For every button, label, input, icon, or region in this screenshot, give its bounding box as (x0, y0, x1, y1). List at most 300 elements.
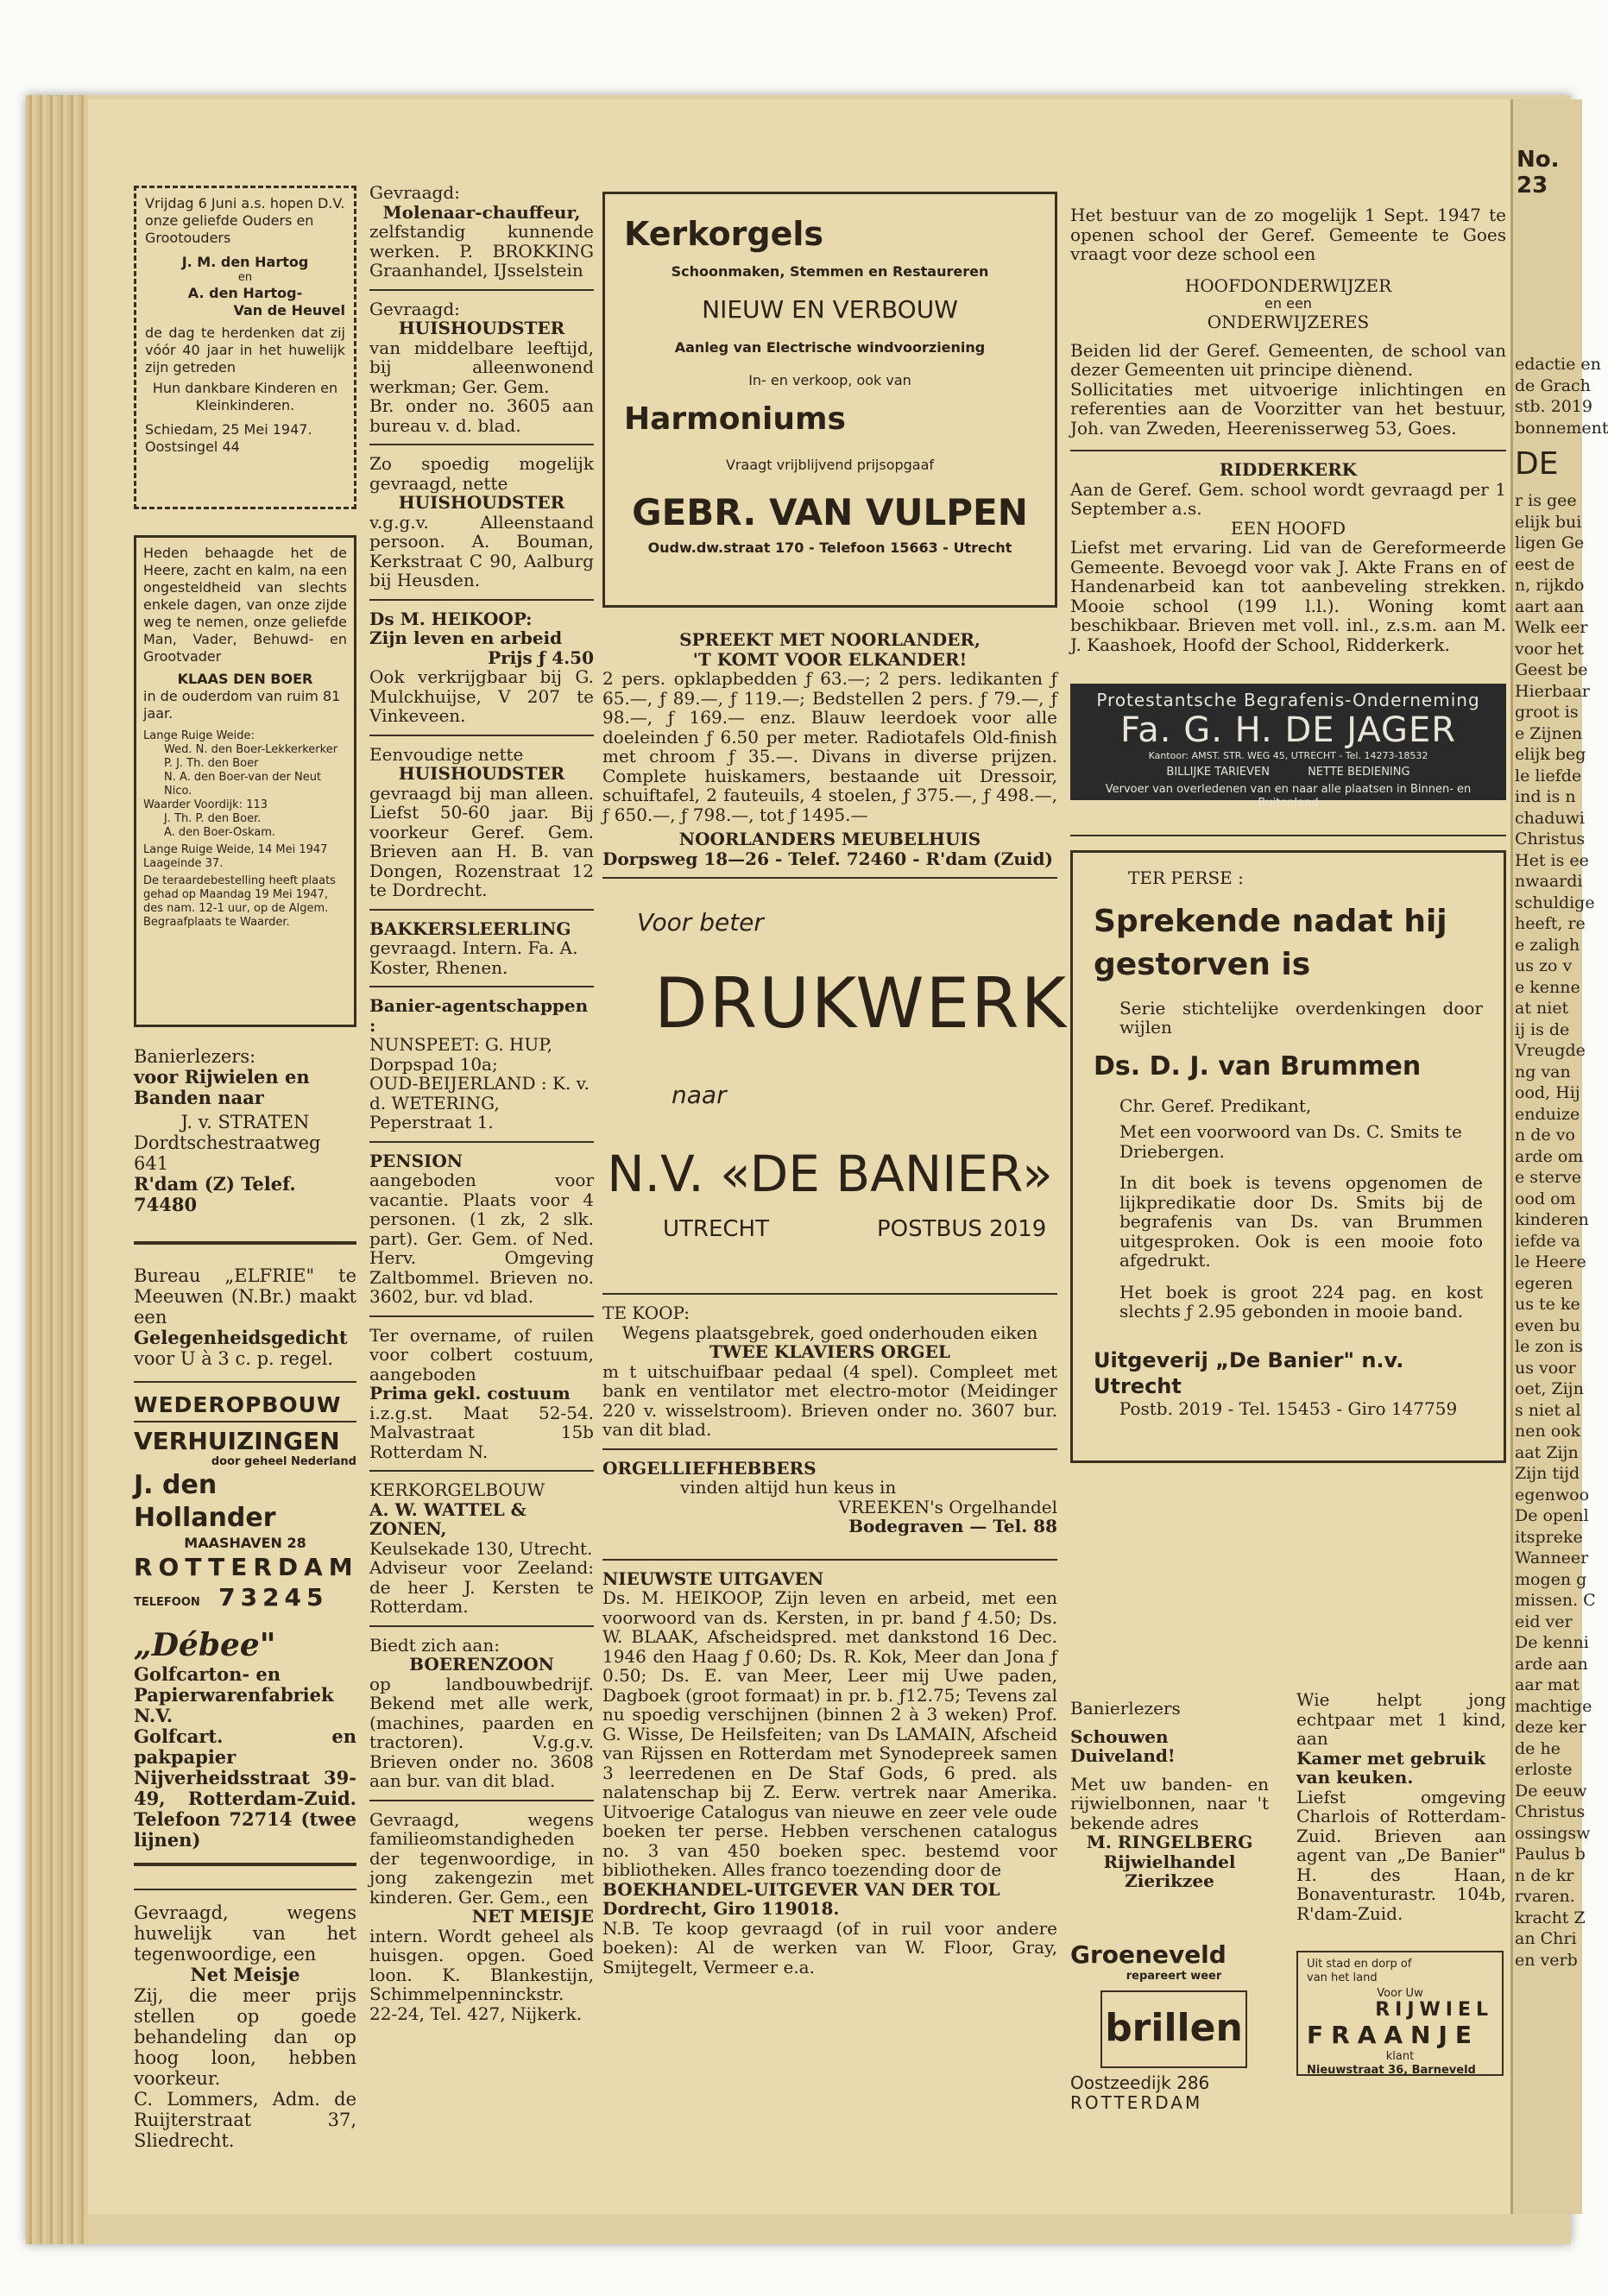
adjacent-text-line: even bu (1515, 1315, 1580, 1335)
divider (369, 735, 594, 736)
adjacent-text-line: groot is (1515, 703, 1579, 722)
ad-text: gevraagd. Intern. Fa. A. Koster, Rhenen. (369, 937, 578, 978)
ad-text: voor Rijwielen en Banden naar (134, 1066, 310, 1108)
ad-text: Serie stichtelijke overdenkingen door wijlen (1119, 997, 1483, 1038)
divider (369, 599, 594, 601)
adjacent-text-line: egeren (1515, 1273, 1573, 1293)
ad-text: klant (1385, 2049, 1415, 2063)
ad-text: zelfstandig kunnende werken. P. BROKKING Graanhandel, IJsselstein (369, 221, 594, 281)
notice-text: de dag te herdenken dat zij vóór 40 jaar in het huwelijk zijn getreden (145, 325, 345, 375)
ad-text: Liefst omgeving Charlois of Rotterdam-Zuid. Brieven aan agent van „De Banier" H. des Haan, Bonaventurastr. 104b, R'dam-Zuid. (1296, 1786, 1506, 1924)
adjacent-text-line: voor het (1515, 639, 1584, 659)
ad-text: aangeboden voor vacantie. Plaats voor 4 personen. (1 zk, 2 slk. part). Ger. Gem. of Ned. Herv. Omgeving Zaltbommel. Brieven no. 3602, bur. vd blad. (369, 1170, 594, 1307)
company-name: VREEKEN's Orgelhandel (838, 1496, 1057, 1517)
anniversary-notice (134, 186, 356, 509)
mourner: Nico. (164, 785, 192, 798)
groeneveld-ad (1070, 1940, 1277, 2112)
adjacent-text-line: e Zijnen (1515, 723, 1583, 743)
ad-title: Molenaar-chauffeur, (382, 201, 581, 223)
adjacent-text-line: kracht Z (1515, 1908, 1586, 1927)
ad-title: SPREEKT MET NOORLANDER, (679, 629, 981, 650)
ad-address: C. Lommers, Adm. de Ruijterstraat 37, Sliedrecht. (134, 2089, 356, 2151)
ad-text: 2 pers. opklapbedden ƒ 63.—; 2 pers. ledikanten ƒ 65.—, ƒ 89.—, ƒ 119.—; Bedstellen 2 pers. ƒ 79.—, ƒ 98.—, ƒ 169.— enz. Blauw leerdoek voor alle doeleinden ƒ 6.50 per meter. Radiotafels Old-finish met chroom ƒ 35.—. Divans in diverse prijzen. Complete huiskamers, bestaande uit Dressoir, schuiftafel, 2 fauteuils, 4 stoelen, ƒ 375.—, ƒ 498.—, ƒ 650.—, ƒ 798.—, tot ƒ 1495.— (602, 668, 1057, 825)
ad-text: Bureau „ELFRIE" te Meeuwen (N.Br.) maakt een (134, 1265, 356, 1328)
divider (369, 909, 594, 911)
adjacent-text-line: elijk beg (1515, 745, 1586, 764)
netmeisje-ad (369, 1810, 594, 2024)
company-name: NOORLANDERS MEUBELHUIS (678, 829, 981, 849)
divider (602, 1293, 1057, 1295)
divider (602, 1559, 1057, 1561)
divider (369, 289, 594, 291)
ad-text: Ter overname, of ruilen voor colbert costuum, aangeboden (369, 1324, 594, 1385)
ad-text: OUD-BEIJERLAND : K. v. d. WETERING, Peperstraat 1. (369, 1073, 590, 1132)
phone-number: 73245 (218, 1583, 329, 1612)
column-4 (1070, 205, 1506, 2113)
divider (1070, 450, 1506, 451)
divider (369, 1625, 594, 1627)
ad-text: Aanleg van Electrische windvoorziening (674, 339, 986, 356)
notice-text: in de ouderdom van ruim 81 jaar. (143, 688, 341, 722)
ad-text: N.B. Te koop gevraagd (of in ruil voor andere boeken): Al de werken van W. Floor, Gray, Smijtegelt, Vermeer e.a. (602, 1917, 1057, 1977)
adjacent-text-line: eest de (1515, 554, 1575, 574)
divider (134, 1889, 356, 1890)
adjacent-text-line: De eeuw (1515, 1781, 1587, 1801)
adjacent-text-line: n de vo (1515, 1126, 1575, 1145)
adjacent-text-line: us te ke (1515, 1295, 1580, 1314)
ad-text: Beiden lid der Geref. Gemeenten, de school van dezer Gemeenten uit principe diènend. (1070, 339, 1506, 380)
ad-title: Net Meisje (190, 1964, 300, 1985)
ad-heading: RIJWIEL (1375, 1999, 1493, 2021)
kerkorgels-ad (602, 192, 1057, 608)
adjacent-text-line: De kenni (1515, 1633, 1589, 1652)
ad-text: NUNSPEET: G. HUP, Dorpspad 10a; (369, 1034, 552, 1075)
company-name: FRAANJE (1307, 2020, 1480, 2049)
ad-title: ONDERWIJZERES (1207, 312, 1370, 332)
ad-text: TER PERSE : (1128, 867, 1244, 888)
ad-address: Dordtschestraatweg 641 (134, 1132, 321, 1174)
ad-text: Banierlezers (1070, 1698, 1181, 1719)
ad-text: Voor beter (637, 908, 764, 937)
adjacent-text-line: e kenne (1515, 977, 1580, 997)
uitgaven-ad (602, 1569, 1057, 1977)
divider (369, 1315, 594, 1317)
adjacent-text-line: nwaardi (1515, 872, 1583, 891)
company-address: MAASHAVEN 28 (184, 1535, 306, 1551)
ad-text: Zij, die meer prijs stellen op goede behandeling dan op hoog loon, hebben voorkeur. (134, 1985, 356, 2089)
adjacent-text-line: stb. 2019 (1515, 397, 1592, 416)
ad-text: i.z.g.st. Maat 52-54. Malvastraat 15b Rotterdam N. (369, 1402, 594, 1462)
adjacent-text-line: le zon is (1515, 1337, 1583, 1356)
company-city: Zierikzee (1125, 1870, 1214, 1891)
ad-address: Keulsekade 130, Utrecht. (369, 1537, 593, 1559)
ad-text: en een (1264, 295, 1312, 312)
adjacent-text-line: us voor (1515, 1358, 1576, 1378)
ad-title: Banier-agentschappen : (369, 995, 589, 1036)
adjacent-text-line: at niet (1515, 999, 1569, 1018)
wattel-ad (369, 1480, 594, 1617)
adjacent-page (1510, 99, 1608, 2214)
kostuum-ad (369, 1326, 594, 1462)
ad-title: HUISHOUDSTER (398, 492, 565, 513)
divider (134, 1241, 356, 1245)
notice-date: Lange Ruige Weide, 14 Mei 1947 Laageinde 37. (143, 843, 328, 870)
publisher-address: Postb. 2019 - Tel. 15453 - Giro 147759 (1119, 1397, 1458, 1419)
adjacent-text-line: Christus (1515, 1802, 1586, 1821)
ad-text: Adviseur voor Zeeland: de heer J. Kersten te Rotterdam. (369, 1557, 594, 1617)
adjacent-text-line: n de kr (1515, 1865, 1574, 1885)
mourner: Wed. N. den Boer-Lekkerkerker (164, 743, 338, 756)
notice-text: en (237, 271, 253, 284)
ad-text: op landbouwbedrijf. Bekend met alle werk, (machines, paarden en tractoren). V.g.g.v. Brieven onder no. 3608 aan bur. van dit blad. (369, 1673, 594, 1791)
ad-title: Zijn leven en arbeid (369, 628, 563, 648)
adjacent-text-line: s niet al (1515, 1400, 1581, 1420)
adjacent-text-line: heeft, re (1515, 914, 1586, 933)
goes-school-ad (1070, 205, 1506, 438)
ad-text: Vervoer van overledenen van en naar alle plaatsen in Binnen- en Buitenland (1105, 782, 1472, 810)
ad-text: Voor Uw (1377, 1987, 1423, 2000)
company-logo: „Débee" (134, 1627, 276, 1663)
orgel-ad (602, 1303, 1057, 1440)
adjacent-text-line: machtige (1515, 1696, 1592, 1716)
debee-ad (134, 1626, 356, 1851)
company-name: Fa. G. H. DE JAGER (1119, 710, 1457, 750)
bakker-ad (369, 919, 594, 978)
adjacent-text-line: aar mat (1515, 1675, 1580, 1694)
ad-title: Kamer met gebruik van keuken. (1296, 1747, 1486, 1788)
ad-title: TWEE KLAVIERS ORGEL (709, 1341, 950, 1362)
ad-text: vinden altijd hun keus in (680, 1477, 897, 1498)
divider (369, 986, 594, 987)
adjacent-text-line: erloste (1515, 1760, 1573, 1779)
place: Waarder Voordijk: 113 (143, 798, 268, 811)
divider (369, 1141, 594, 1143)
ad-text: Wie helpt jong echtpaar met 1 kind, aan (1296, 1689, 1506, 1749)
ad-text: Rijwielhandel (1103, 1851, 1236, 1872)
adjacent-text-line: e sterve (1515, 1168, 1581, 1187)
drukwerk-ad (602, 887, 1069, 1293)
divider (134, 1381, 356, 1383)
company-name: GEBR. VAN VULPEN (632, 491, 1028, 533)
boerenzoon-ad (369, 1636, 594, 1791)
publisher-name: Uitgeverij „De Banier" n.v. Utrecht (1094, 1347, 1404, 1398)
adjacent-text-line: aart aan (1515, 596, 1585, 616)
company-name: A. W. WATTEL & ZONEN, (369, 1498, 527, 1539)
ad-text: voor U à 3 c. p. regel. (134, 1348, 334, 1369)
adjacent-text-line: bonnement (1515, 418, 1608, 438)
company-address: Bodegraven — Tel. 88 (848, 1516, 1057, 1536)
mourners-list (143, 729, 347, 930)
ad-text: door geheel Nederland (211, 1455, 356, 1468)
adjacent-text-line: ossingsw (1515, 1823, 1591, 1843)
ad-text: Br. onder no. 3605 aan bureau v. d. blad. (369, 395, 594, 436)
company-address: Nieuwstraat 36, Barneveld (1307, 2063, 1476, 2077)
adjacent-text-line: ind is n (1515, 787, 1576, 806)
ad-title: PENSION (369, 1150, 463, 1171)
divider (602, 1448, 1057, 1450)
ad-text: Liefst met ervaring. Lid van de Gereformeerde Gemeente. Bevoegd voor vak J. Akte Frans en of Handenarbeid kan tot aanbeveling strekken. Mooie school (199 l.l.). Woning komt beschikbaar. Brieven met voll. inl., z.s.m. aan M. J. Kaashoek, Hoofd der School, Ridderkerk. (1070, 537, 1506, 655)
divider (369, 444, 594, 445)
adjacent-text-line: an Chri (1515, 1929, 1577, 1948)
mourner: A. den Boer-Oskam. (164, 826, 276, 839)
death-notice (134, 535, 356, 1027)
ad-title: BOERENZOON (409, 1654, 554, 1675)
adjacent-text-line: ij is de (1515, 1019, 1570, 1039)
ad-heading: brillen (1105, 2006, 1243, 2050)
huishoudster-ad-2 (369, 454, 594, 590)
hollander-ad (134, 1392, 359, 1614)
company-name: BOEKHANDEL-UITGEVER VAN DER TOL (602, 1878, 1000, 1900)
ad-text: Het boek is groot 224 pag. en kost slechts ƒ 2.95 gebonden in mooie band. (1119, 1281, 1483, 1321)
ad-heading: Kerkorgels (624, 215, 824, 253)
notice-text: Hun dankbare Kinderen en Kleinkinderen. (152, 380, 338, 413)
ad-text: Gevraagd: (369, 298, 460, 319)
notice-date: Schiedam, 25 Mei 1947. (145, 421, 312, 438)
notice-name: KLAAS DEN BOER (177, 671, 313, 687)
tariff-text: BILLIJKE TARIEVEN (1166, 765, 1270, 779)
notice-name: Van de Heuvel (233, 302, 345, 319)
column-2 (369, 183, 594, 2023)
adjacent-page-text (1515, 354, 1608, 1971)
divider (369, 1470, 594, 1472)
adjacent-text-line: ood, Hij (1515, 1083, 1580, 1102)
funeral-note: De teraardebestelling heeft plaats gehad op Maandag 19 Mei 1947, des nam. 12-1 uur, op de Algem. Begraafplaats te Waarder. (143, 874, 336, 929)
adjacent-text-line: Vreugde (1515, 1041, 1586, 1060)
company-name: M. RINGELBERG (1086, 1832, 1253, 1852)
ad-title: HOOFDONDERWIJZER (1184, 274, 1392, 296)
ad-text: Sollicitaties met uitvoerige inlichtingen en referenties aan de Voorzitter van het bestuur, Joh. van Zweden, Heerenisserweg 53, Goes. (1070, 378, 1506, 438)
ad-title: NIEUWSTE UITGAVEN (602, 1567, 824, 1589)
ad-title: HUISHOUDSTER (398, 763, 565, 784)
company-name: N.V. «DE BANIER» (607, 1145, 1053, 1203)
column-1 (134, 186, 359, 2151)
ad-text: Chr. Geref. Predikant, (1119, 1094, 1312, 1116)
ad-text: van middelbare leeftijd, bij alleenwonend werkman; Ger. Gem. (369, 337, 594, 397)
ad-text: Aan de Geref. Gem. school wordt gevraagd per 1 September a.s. (1070, 478, 1506, 519)
ad-text: Golfcarton- en Papierwarenfabriek N.V. (134, 1663, 334, 1726)
ringelberg-ad (1070, 1699, 1269, 1891)
ter-perse-ad (1070, 850, 1506, 1463)
adjacent-text-line: iefde va (1515, 1231, 1580, 1251)
ad-text: Ds. M. HEIKOOP, Zijn leven en arbeid, met een voorwoord van ds. Kersten, in pr. band ƒ 4.50; Ds. W. BLAAK, Afscheidspred. met dankstond 16 Dec. 1946 den Haag ƒ 0.60; Ds. R. Kok, Meer dan Jona ƒ 0.50; Ds. E. van Meer, Leer mij Uwe paden, Dagboek (groot formaat) in pr. b. ƒ12.75; Tevens zal nu spoedig verschijnen (binnen 2 à 3 weken) Prof. G. Wisse, De Heilsfeiten; van Ds LAMAIN, Afscheid van Rijssen en Rotterdam met Synodepreek samen 3 leerredenen en De Staf Gods, 6 pred. als nalatenschap bij Z. Eerw. vertrek naar Amerika. Uitvoerige Catalogus van nieuwe en zeer vele oude boeken ter perse. Hebben verschenen catalogus no. 3 van 450 boeken spec. bestemd voor bibliotheken. Alles franco toezending door de (602, 1587, 1057, 1880)
adjacent-text-line: Wanneer (1515, 1549, 1589, 1567)
ad-phone: R'dam (Z) Telef. 74480 (134, 1173, 296, 1215)
fraanje-ad (1296, 1951, 1504, 2076)
ridderkerk-ad (1070, 460, 1506, 654)
company-city: ROTTERDAM (1070, 2091, 1203, 2113)
author-name: Ds. D. J. van Brummen (1094, 1050, 1422, 1082)
adjacent-text-line: missen. C (1515, 1591, 1596, 1610)
ad-text: Banierlezers: (134, 1046, 256, 1067)
notice-name: J. M. den Hartog (181, 254, 309, 270)
adjacent-text-line: elijk bui (1515, 512, 1582, 532)
ad-title: NET MEISJE (471, 1906, 594, 1927)
adjacent-text-line: DE (1515, 446, 1559, 482)
adjacent-text-line: le Heere (1515, 1252, 1586, 1271)
ad-text: Met uw banden- en rijwielbonnen, naar 't bekende adres (1070, 1773, 1269, 1833)
ad-text: Zo spoedig mogelijk gevraagd, nette (369, 453, 594, 494)
adjacent-text-line: ood om (1515, 1189, 1576, 1208)
ad-text: Golfcart. en pakpapier Nijverheidsstraat 39-49, Rotterdam-Zuid. Telefoon 72714 (twee lijnen) (134, 1725, 356, 1851)
adjacent-text-line: schuldige (1515, 893, 1595, 912)
adjacent-text-line: aat Zijn (1515, 1442, 1579, 1462)
adjacent-text-line: Geest be (1515, 660, 1588, 679)
ad-title: EEN HOOFD (1230, 517, 1346, 539)
ad-title: Schouwen Duiveland! (1070, 1725, 1176, 1766)
divider (134, 1863, 356, 1866)
company-address: Dorpsweg 18—26 - Telef. 72460 - R'dam (Zuid) (602, 848, 1053, 869)
adjacent-text-line: Het is ee (1515, 850, 1589, 870)
adjacent-text-line: us zo v (1515, 956, 1573, 975)
brillen-box (1100, 1990, 1247, 2068)
company-name: J. den Hollander (134, 1470, 276, 1533)
mourner: P. J. Th. den Boer (164, 757, 259, 770)
company-city: UTRECHT (663, 1216, 769, 1242)
straten-ad (134, 1046, 356, 1215)
ad-text: m t uitschuifbaar pedaal (4 spel). Compleet met bank en ventilator met electro-motor (Meidinger 220 v. wisselstroom). Brieven onder no. 3607 bur. van dit blad. (602, 1360, 1057, 1440)
ad-title: RIDDERKERK (1219, 459, 1358, 480)
adjacent-text-line: r is gee (1515, 491, 1577, 510)
book-title: Sprekende nadat hij gestorven is (1094, 903, 1447, 982)
pension-ad (369, 1151, 594, 1307)
divider (602, 877, 1057, 879)
adjacent-text-line: rvaren. (1515, 1887, 1575, 1906)
adjacent-text-line: nen ook (1515, 1422, 1581, 1441)
ad-title: ORGELLIEFHEBBERS (602, 1457, 817, 1479)
agents-ad (369, 996, 594, 1132)
divider (134, 1421, 356, 1422)
adjacent-text-line: ligen Ge (1515, 533, 1585, 552)
adjacent-text-line: eid ver (1515, 1612, 1573, 1631)
page-edges (26, 95, 88, 2244)
adjacent-text-line: Zijn tijd (1515, 1464, 1580, 1483)
ad-text: Uit stad en dorp of van het land (1307, 1958, 1412, 1984)
adjacent-text-line: edactie en (1515, 355, 1601, 374)
adjacent-text-line: arde aan (1515, 1654, 1588, 1674)
ad-title: Gelegenheidsgedicht (134, 1327, 348, 1348)
adjacent-text-line: egenwoo (1515, 1485, 1590, 1504)
ad-text: repareert weer (1126, 1970, 1222, 1983)
ad-text: gevraagd bij man alleen. Liefst 50-60 jaar. Bij voorkeur Geref. Gem. Brieven aan H. B. van Dongen, Rozenstraat 12 te Dordrecht. (369, 782, 594, 900)
service-text: NETTE BEDIENING (1308, 765, 1410, 779)
notice-address: Oostsingel 44 (145, 438, 240, 455)
company-address: Oostzeedijk 286 (1070, 2072, 1210, 2093)
ad-text: Het bestuur van de zo mogelijk 1 Sept. 1947 te openen school der Geref. Gemeente te Goes vraagt voor deze school een (1070, 205, 1506, 264)
ad-text: intern. Wordt geheel als huisgen. opgen. Goed loon. K. Blankestijn, Schimmelpenninckstr. 22-24, Tel. 427, Nijkerk. (369, 1925, 594, 2024)
ad-text: Ook verkrijgbaar bij G. Mulckhuijse, V 207 te Vinkeveen. (369, 666, 594, 726)
ad-heading: WEDEROPBOUW (134, 1392, 342, 1417)
page-number: No. 23 (1517, 147, 1560, 199)
adjacent-text-line: oet, Zijn (1515, 1379, 1584, 1398)
adjacent-text-line: Hierbaar (1515, 681, 1590, 701)
adjacent-text-line: de Grach (1515, 375, 1591, 395)
ad-text: In- en verkoop, ook van (748, 372, 911, 388)
adjacent-text-line: Paulus b (1515, 1845, 1586, 1864)
notice-name: A. den Hartog- (187, 285, 303, 301)
adjacent-text-line: kinderen (1515, 1210, 1589, 1229)
molenaar-ad (369, 183, 594, 281)
ad-text: Gevraagd, wegens familieomstandigheden der tegenwoordige, in jong zakengezin met kinderen. Ger. Gem., een (369, 1808, 594, 1908)
ad-title: KERKORGELBOUW (369, 1479, 545, 1500)
ad-title: BAKKERSLEERLING (369, 918, 571, 939)
ad-text: Wegens plaatsgebrek, goed onderhouden eiken (621, 1321, 1038, 1343)
ad-heading: Harmoniums (624, 401, 846, 437)
ad-text: In dit boek is tevens opgenomen de lijkpredikatie door Ds. Smits bij de begrafenis van Ds. van Brummen uitgesproken. Ook is een mooie foto afgedrukt. (1119, 1172, 1483, 1271)
kamer-ad (1296, 1690, 1506, 1923)
adjacent-text-line: n, rijkdo (1515, 576, 1585, 595)
heikoop-ad (369, 609, 594, 726)
huishoudster-ad-1 (369, 300, 594, 436)
ad-text: Eenvoudige nette (369, 743, 524, 765)
ad-title: 'T KOMT VOOR ELKANDER! (692, 648, 968, 670)
ad-heading: DRUKWERK (654, 963, 1069, 1044)
notice-text: Heden behaagde het de Heere, zacht en kalm, na een ongesteldheid van slechts enkele dagen, van onze zijde weg te nemen, onze geliefde Man, Vader, Behuwd- en Grootvader (143, 545, 347, 665)
adjacent-text-line: de he (1515, 1738, 1561, 1758)
adjacent-text-line: enduize (1515, 1104, 1580, 1124)
adjacent-text-line: Christus (1515, 829, 1586, 848)
ad-text: v.g.g.v. Alleenstaand persoon. A. Bouman, Kerkstraat C 90, Aalburg bij Heusden. (369, 511, 594, 590)
ad-title: Ds M. HEIKOOP: (369, 608, 533, 629)
mourner: N. A. den Boer-van der Neut (164, 771, 322, 784)
huishoudster-ad-3 (369, 745, 594, 900)
ad-price: Prijs ƒ 4.50 (488, 647, 594, 668)
meisje-ad (134, 1902, 356, 2151)
company-address: Oudw.dw.straat 170 - Telefoon 15663 - Utrecht (647, 539, 1012, 556)
ad-title: HUISHOUDSTER (398, 318, 565, 338)
de-jager-ad (1070, 684, 1506, 810)
company-city: ROTTERDAM (134, 1553, 359, 1581)
adjacent-text-line: deze ker (1515, 1718, 1586, 1737)
ad-text: Vraagt vrijblijvend prijsopgaaf (725, 457, 935, 473)
ad-text: Protestantsche Begrafenis-Onderneming (1096, 690, 1480, 710)
column-3 (602, 192, 1069, 1977)
adjacent-text-line: ng van (1515, 1062, 1571, 1082)
ad-heading: VERHUIZINGEN (134, 1427, 340, 1455)
ad-text: Gevraagd: (369, 182, 460, 203)
place: Lange Ruige Weide: (143, 729, 255, 742)
notice-text: Vrijdag 6 Juni a.s. hopen D.V. onze geliefde Ouders en Grootouders (145, 195, 345, 246)
noorlander-ad (602, 630, 1057, 868)
company-phone (134, 1583, 356, 1614)
divider (1070, 835, 1506, 836)
phone-label: TELEFOON (134, 1596, 200, 1609)
adjacent-text-line: le liefde (1515, 766, 1582, 785)
company-address: Kantoor: AMST. STR. WEG 45, UTRECHT - Tel. 14273-18532 (1148, 749, 1428, 761)
divider (369, 1800, 594, 1801)
ad-text (1075, 766, 1501, 779)
company-name: Groeneveld (1070, 1940, 1226, 1969)
adjacent-text-line: mogen g (1515, 1569, 1587, 1589)
mourner: J. Th. P. den Boer. (164, 812, 262, 825)
adjacent-text-line: e zaligh (1515, 935, 1580, 955)
ad-text: Gevraagd, wegens huwelijk van het tegenwoordige, een (134, 1902, 356, 1965)
orgelhandel-ad (602, 1459, 1057, 1536)
ad-title: Prima gekl. costuum (369, 1383, 571, 1403)
company-address: Dordrecht, Giro 119018. (602, 1898, 840, 1919)
ad-text: Schoonmaken, Stemmen en Restaureren (671, 263, 989, 280)
ad-text: NIEUW EN VERBOUW (702, 295, 958, 324)
ad-text: Met een voorwoord van Ds. C. Smits te Driebergen. (1119, 1121, 1462, 1162)
adjacent-text-line: De openl (1515, 1506, 1589, 1525)
elfrie-ad (134, 1265, 356, 1369)
adjacent-text-line: en verb (1515, 1950, 1578, 1970)
adjacent-text-line: itspreke (1515, 1527, 1583, 1547)
ad-text: Biedt zich aan: (369, 1634, 500, 1656)
ad-text: TE KOOP: (602, 1303, 690, 1323)
adjacent-text-line: arde om (1515, 1146, 1584, 1166)
ad-text: naar (672, 1081, 727, 1109)
ad-name: J. v. STRATEN (180, 1112, 310, 1132)
